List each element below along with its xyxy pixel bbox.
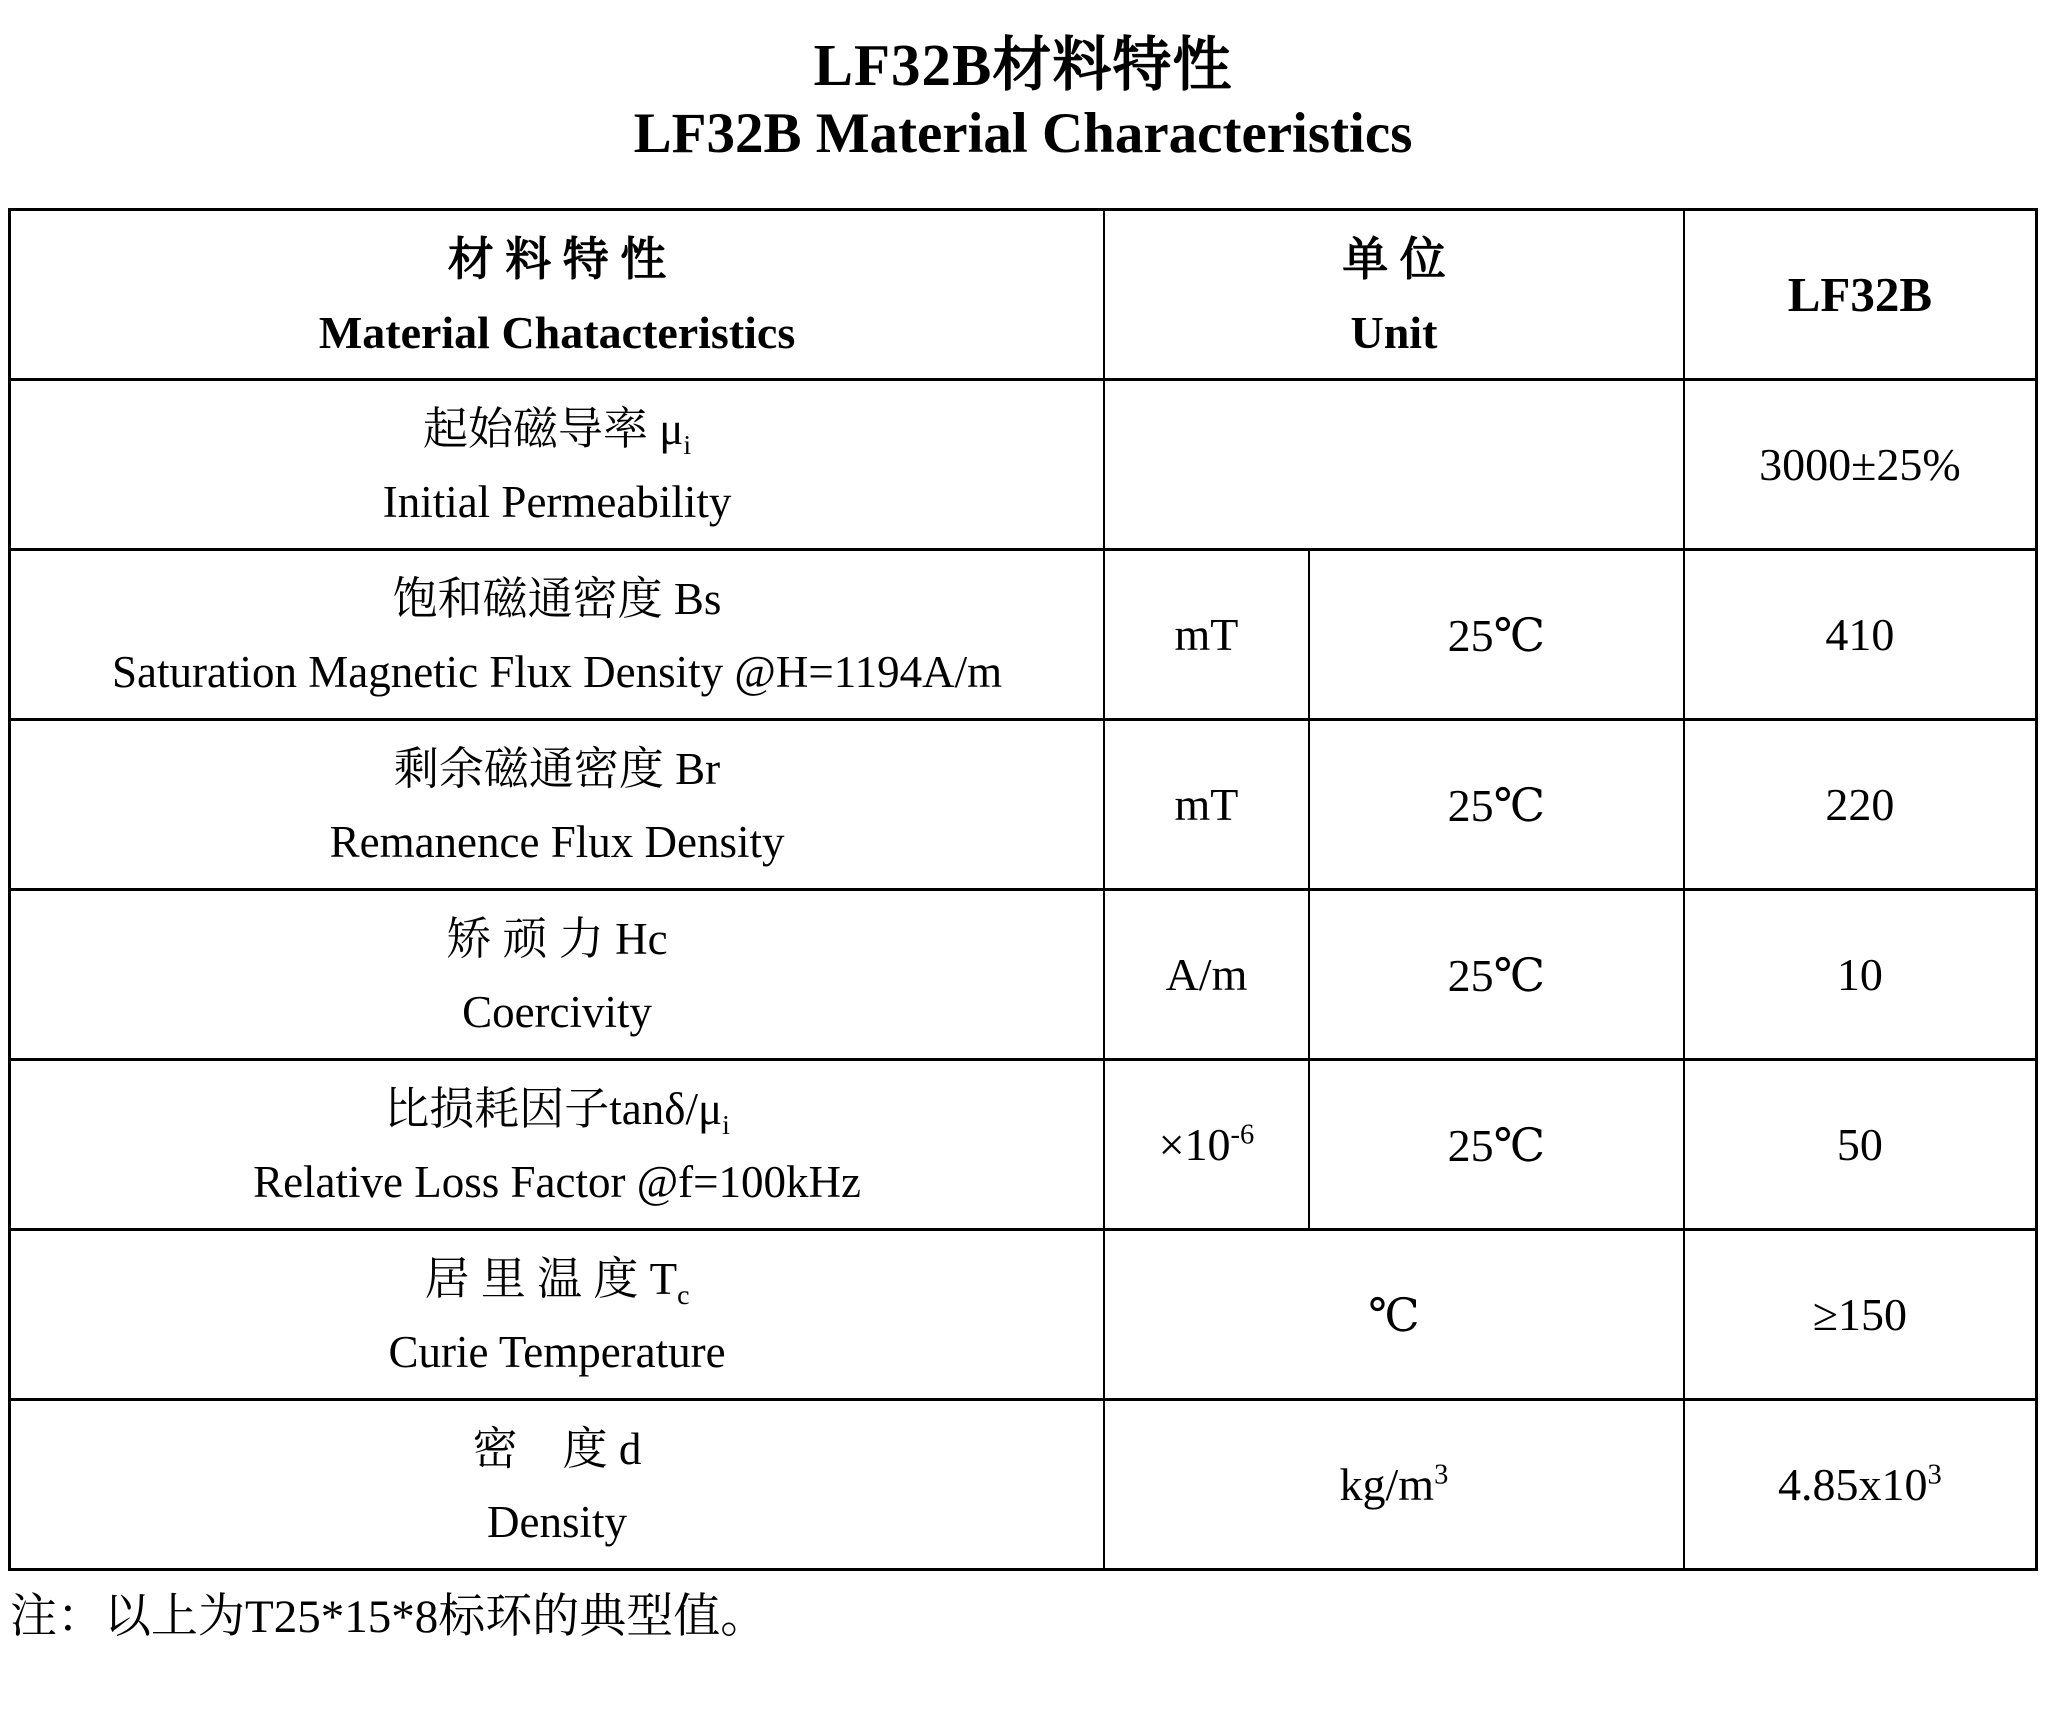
label-cell — [10, 720, 1105, 890]
unit-base: mT — [1174, 609, 1239, 661]
unit-text — [1105, 778, 1308, 831]
temperature-text: 25℃ — [1447, 949, 1546, 1001]
value-text — [1685, 438, 2035, 491]
unit-text — [1105, 1458, 1683, 1511]
unit-base: ℃ — [1368, 1289, 1420, 1341]
unit-superscript: -6 — [1230, 1120, 1255, 1152]
header-unit-en: Unit — [1350, 306, 1438, 358]
page-titles — [0, 0, 2046, 166]
value-cell — [1684, 1060, 2037, 1230]
label-zh-text: 矫 顽 力 Hc — [446, 914, 668, 965]
label-zh — [11, 393, 1103, 468]
temperature-cell — [1309, 890, 1684, 1060]
unit-text — [1105, 948, 1308, 1001]
label-cell — [10, 1400, 1105, 1570]
unit-cell-empty — [1104, 380, 1684, 550]
label-zh — [11, 563, 1103, 638]
row-density — [10, 1400, 2037, 1570]
value-base: 50 — [1836, 1119, 1883, 1171]
label-zh — [11, 903, 1103, 978]
value-text — [1685, 1118, 2035, 1171]
label-en: Relative Loss Factor @f=100kHz — [253, 1156, 862, 1207]
unit-cell — [1104, 720, 1309, 890]
value-text — [1685, 1288, 2035, 1341]
label-cell — [10, 1060, 1105, 1230]
label-zh-text: 居 里 温 度 T — [424, 1254, 678, 1305]
label-zh-text: 比损耗因子tanδ/μ — [384, 1084, 723, 1135]
row-initial-permeability — [10, 380, 2037, 550]
value-base: 410 — [1825, 609, 1895, 661]
label-zh-text: 起始磁导率 μ — [422, 404, 684, 455]
value-base: ≥150 — [1812, 1289, 1908, 1341]
unit-text — [1105, 1118, 1308, 1171]
header-characteristics-cell — [10, 210, 1105, 380]
unit-cell-merged — [1104, 1230, 1684, 1400]
value-cell — [1684, 1230, 2037, 1400]
value-text — [1685, 608, 2035, 661]
header-unit-cell — [1104, 210, 1684, 380]
value-base: 220 — [1825, 779, 1895, 831]
page-title-zh: LF32B材料特性 — [813, 32, 1233, 98]
label-en: Curie Temperature — [388, 1326, 726, 1377]
value-text — [1685, 1458, 2035, 1511]
label-zh — [11, 733, 1103, 808]
temperature-text: 25℃ — [1447, 1119, 1546, 1171]
value-text — [1685, 948, 2035, 1001]
temperature-cell — [1309, 1060, 1684, 1230]
footnote: 注：以上为T25*15*8标环的典型值。 — [10, 1591, 768, 1644]
label-cell — [10, 890, 1105, 1060]
label-zh — [11, 1413, 1103, 1488]
label-cell — [10, 550, 1105, 720]
value-base: 10 — [1836, 949, 1883, 1001]
label-zh-text: 剩余磁通密度 Br — [393, 744, 721, 795]
unit-base: A/m — [1165, 949, 1248, 1001]
temperature-text: 25℃ — [1447, 609, 1546, 661]
row-remanence-flux-density — [10, 720, 2037, 890]
unit-text — [1105, 1288, 1683, 1342]
row-saturation-flux-density — [10, 550, 2037, 720]
label-zh — [11, 1073, 1103, 1148]
value-cell — [1684, 1400, 2037, 1570]
header-characteristics-en: Material Chatacteristics — [318, 306, 796, 358]
unit-superscript: 3 — [1434, 1460, 1449, 1492]
label-zh-subscript: i — [722, 1110, 730, 1142]
unit-cell — [1104, 890, 1309, 1060]
value-base: 4.85x10 — [1778, 1459, 1928, 1511]
temperature-text: 25℃ — [1447, 779, 1546, 831]
table-header-row — [10, 210, 2037, 380]
label-zh-subscript: i — [683, 430, 692, 462]
label-cell — [10, 1230, 1105, 1400]
label-en: Saturation Magnetic Flux Density @H=1194A/m — [112, 646, 1003, 697]
row-curie-temperature — [10, 1230, 2037, 1400]
label-zh-subscript: c — [677, 1280, 690, 1312]
row-coercivity — [10, 890, 2037, 1060]
unit-text — [1105, 608, 1308, 661]
header-unit-zh: 单 位 — [1342, 234, 1446, 286]
label-en: Density — [487, 1496, 628, 1547]
header-grade-cell — [1684, 210, 2037, 380]
unit-base: mT — [1174, 779, 1239, 831]
value-cell — [1684, 890, 2037, 1060]
label-en: Initial Permeability — [382, 476, 732, 527]
page-title-en: LF32B Material Characteristics — [633, 101, 1413, 165]
value-cell — [1684, 550, 2037, 720]
label-zh — [11, 1243, 1103, 1318]
unit-base: ×10 — [1158, 1119, 1231, 1171]
unit-cell — [1104, 550, 1309, 720]
header-grade-label: LF32B — [1787, 267, 1933, 323]
label-en: Coercivity — [462, 986, 653, 1037]
value-superscript: 3 — [1927, 1460, 1942, 1492]
value-cell — [1684, 380, 2037, 550]
value-text — [1685, 778, 2035, 831]
value-base: 3000±25% — [1759, 439, 1961, 491]
unit-cell — [1104, 1060, 1309, 1230]
label-en: Remanence Flux Density — [329, 816, 785, 867]
unit-cell-merged — [1104, 1400, 1684, 1570]
temperature-cell — [1309, 720, 1684, 890]
header-characteristics-zh: 材 料 特 性 — [447, 234, 667, 286]
value-cell — [1684, 720, 2037, 890]
row-relative-loss-factor — [10, 1060, 2037, 1230]
material-characteristics-table — [8, 208, 2038, 1571]
label-zh-text: 密 度 d — [472, 1424, 642, 1475]
unit-base: kg/m — [1339, 1459, 1435, 1511]
label-zh-text: 饱和磁通密度 Bs — [392, 574, 722, 625]
temperature-cell — [1309, 550, 1684, 720]
label-cell — [10, 380, 1105, 550]
